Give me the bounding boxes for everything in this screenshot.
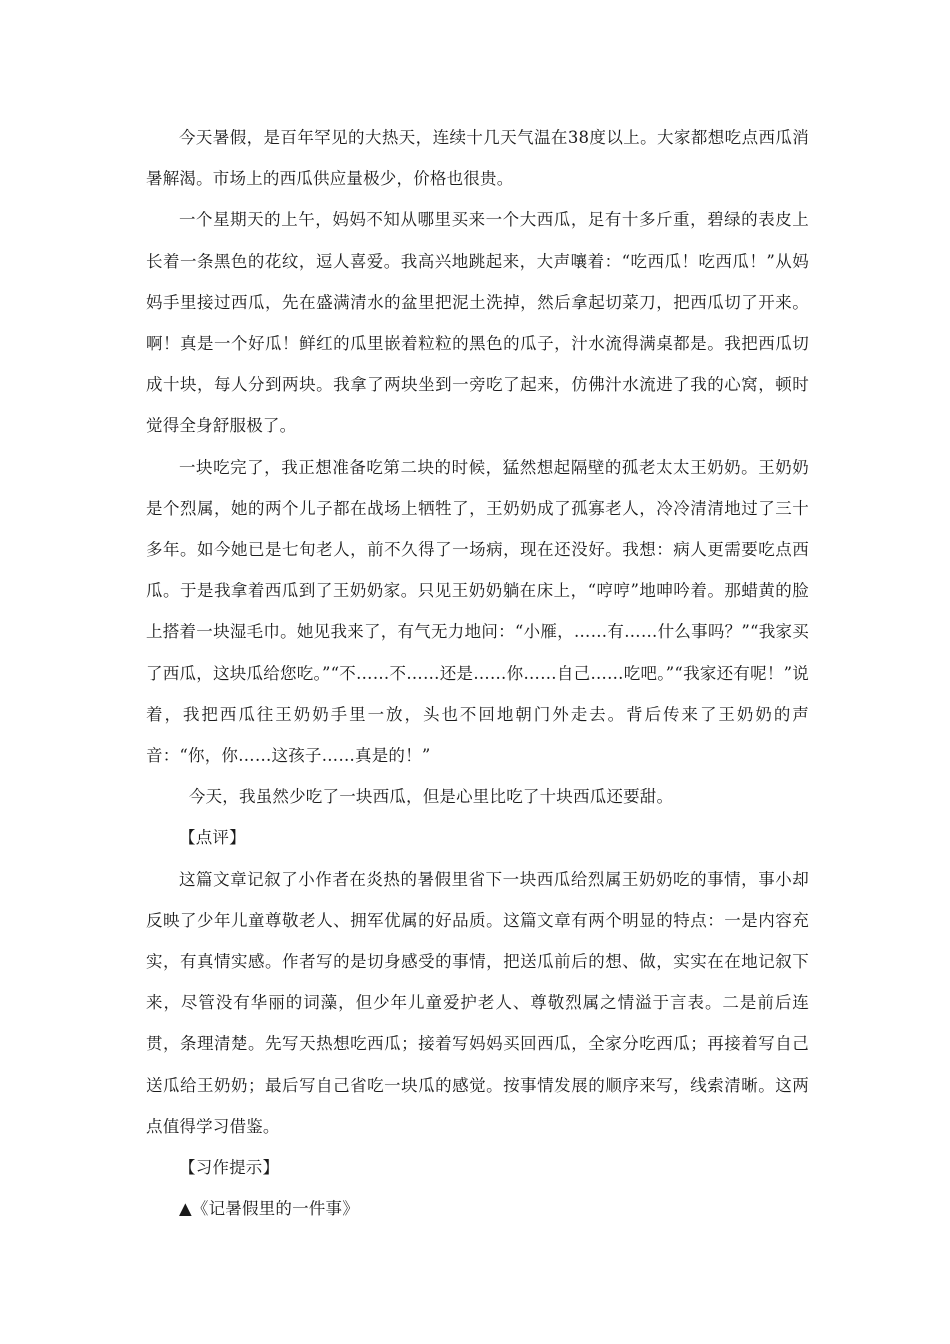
tips-heading: 【习作提示】 bbox=[179, 1158, 280, 1178]
review-body: 这篇文章记叙了小作者在炎热的暑假里省下一块西瓜给烈属王奶奶吃的事情，事小却反映了少年儿童尊敬老人、拥军优属的好品质。这篇文章有两个明显的特点：一是内容充实，有真情实感。作者写的是切身感受的事情，把送瓜前后的想、做，实实在在地记叙下来，尽管没有华丽的词藻，但少年儿童爱护老人、尊敬烈属之情溢于言表。二是前后连贯，条理清楚。先写天热想吃西瓜；接着写妈妈买回西瓜，全家分吃西瓜；再接着写自己送瓜给王奶奶；最后写自己省吃一块瓜的感觉。按事情发展的顺序来写，线索清晰。这两点值得学习借鉴。 bbox=[146, 869, 809, 1136]
review-heading: 【点评】 bbox=[179, 828, 246, 848]
article-paragraph-1: 今天暑假，是百年罕见的大热天，连续十几天气温在38度以上。大家都想吃点西瓜消暑解渴。市场上的西瓜供应量极少，价格也很贵。 bbox=[146, 128, 809, 189]
article-paragraph-4: 今天，我虽然少吃了一块西瓜，但是心里比吃了十块西瓜还要甜。 bbox=[188, 787, 674, 807]
article-paragraph-2: 一个星期天的上午，妈妈不知从哪里买来一个大西瓜，足有十多斤重，碧绿的表皮上长着一条黑色的花纹，逗人喜爱。我高兴地跳起来，大声嚷着：“吃西瓜！吃西瓜！”从妈妈手里接过西瓜，先在盛满清水的盆里把泥土洗掉，然后拿起切菜刀，把西瓜切了开来。啊！真是一个好瓜！鲜红的瓜里嵌着粒粒的黑色的瓜子，汁水流得满桌都是。我把西瓜切成十块，每人分到两块。我拿了两块坐到一旁吃了起来，仿佛汁水流进了我的心窝，顿时觉得全身舒服极了。 bbox=[146, 210, 809, 436]
article-paragraph-3: 一块吃完了，我正想准备吃第二块的时候，猛然想起隔壁的孤老太太王奶奶。王奶奶是个烈属，她的两个儿子都在战场上牺牲了，王奶奶成了孤寡老人，冷冷清清地过了三十多年。如今她已是七旬老人，前不久得了一场病，现在还没好。我想：病人更需要吃点西瓜。于是我拿着西瓜到了王奶奶家。只见王奶奶躺在床上，“哼哼”地呻吟着。那蜡黄的脸上搭着一块湿毛巾。她见我来了，有气无力地问：“小雁，……有……什么事吗？”“我家买了西瓜，这块瓜给您吃。”“不……不……还是……你……自己……吃吧。”“我家还有呢！”说着，我把西瓜往王奶奶手里一放，头也不回地朝门外走去。背后传来了王奶奶的声音：“你，你……这孩子……真是的！” bbox=[146, 457, 809, 766]
tips-item: ▲《记暑假里的一件事》 bbox=[179, 1199, 359, 1219]
document-body bbox=[146, 117, 809, 1229]
